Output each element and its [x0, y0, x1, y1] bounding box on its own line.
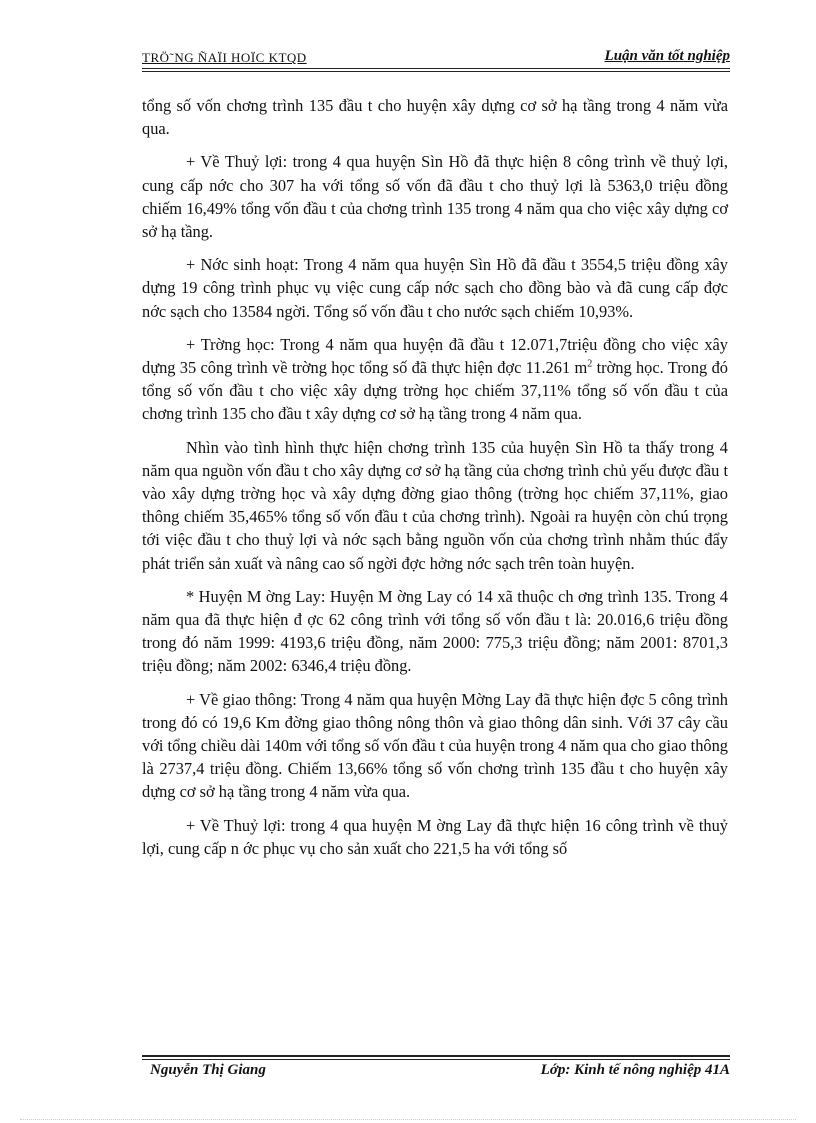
paragraph-4 [142, 333, 728, 426]
page-footer [142, 1062, 730, 1082]
footer-rule-2 [142, 1059, 730, 1060]
superscript-2: 2 [587, 358, 593, 370]
paragraph-8: + Về Thuỷ lợi: trong 4 qua huyện M ờng Lay đã thực hiện 16 công trình về thuỷ lợi, cung cấp n ớc phục vụ cho sản xuất cho 221,5 ha với tổng số [142, 815, 728, 858]
paragraph-4-post: trờng học. Trong đó tổng số vốn đầu t cho việc xây dựng trờng học chiếm 37,11% tổng số vốn đầu t của chơng trình 135 cho đầu t xây dựng cơ sở hạ tầng trong 4 năm qua. [142, 358, 728, 424]
paragraph-6: * Huyện M ờng Lay: Huyện M ờng Lay có 14 xã thuộc ch ơng trình 135. Trong 4 năm qua đã thực hiện đ ợc 62 công trình với tổng số vốn đầu t là: 20.016,6 triệu đồng trong đó năm 1999: 4193,6 triệu đồng, năm 2000: 775,3 triệu đồng; năm 2001: 8701,3 triệu đồng; năm 2002: 6346,4 triệu đồng. [142, 586, 728, 676]
header-rule [142, 68, 730, 69]
document-body [142, 94, 728, 870]
header-school: TRÖ˜NG ÑAÏI HOÏC KTQD [142, 50, 307, 65]
footer-author: Nguyễn Thị Giang [150, 1062, 266, 1078]
paragraph-3: + Nớc sinh hoạt: Trong 4 năm qua huyện Sìn Hồ đã đầu t 3554,5 triệu đồng xây dựng 19 công trình phục vụ việc cung cấp nớc sạch cho đồng bào và đã cung cấp đợc nớc sạch cho 13584 ngời. Tổng số vốn đầu t cho nước sạch chiếm 10,93%. [142, 255, 728, 321]
paragraph-4-pre: + Trờng học: Trong 4 năm qua huyện đã đầu t 12.071,7triệu đồng cho việc xây dựng 35 công trình về trờng học tổng số đã thực hiện đợc 11.261 m [142, 334, 728, 378]
paragraph-5: Nhìn vào tình hình thực hiện chơng trình 135 của huyện Sìn Hồ ta thấy trong 4 năm qua nguồn vốn đầu t cho xây dựng cơ sở hạ tầng của chơng trình chủ yếu được đầu t vào xây dựng trờng học và xây dựng đờng giao thông (trờng học chiếm 37,11%, giao thông chiếm 35,465% tổng số vốn đầu t của chơng trình). Ngoài ra huyện còn chú trọng tới việc đầu t cho thuỷ lợi và nớc sạch bằng nguồn vốn của chơng trình nhằm thúc đẩy phát triển sản xuất và nâng cao số ngời đợc hởng nớc sạch trên toàn huyện. [142, 437, 728, 573]
paragraph-2: + Về Thuỷ lợi: trong 4 qua huyện Sìn Hồ đã thực hiện 8 công trình về thuỷ lợi, cung cấp nớc cho 307 ha với tổng số vốn đã đầu t cho thuỷ lợi là 5363,0 triệu đồng chiếm 16,49% tổng vốn đầu t của chơng trình 135 trong 4 năm qua cho việc xây dựng cơ sở hạ tầng. [142, 152, 728, 242]
paragraph-7: + Về giao thông: Trong 4 năm qua huyện Mờng Lay đã thực hiện đợc 5 công trình trong đó có 19,6 Km đờng giao thông nông thôn và giao thông dân sinh. Với 37 cây cầu với tổng chiều dài 140m với tổng số vốn đầu t của huyện trong 4 năm qua cho giao thông là 2737,4 triệu đồng. Chiếm 13,66% tổng số vốn chơng trình 135 đầu t cho huyện xây dựng cơ sở hạ tầng trong 4 năm vừa qua. [142, 689, 728, 802]
page-header [142, 50, 730, 68]
footer-rule [142, 1055, 730, 1057]
paragraph-1: tổng số vốn chơng trình 135 đầu t cho huyện xây dựng cơ sở hạ tầng trong 4 năm vừa qua. [142, 96, 728, 139]
footer-class: Lớp: Kinh tế nông nghiệp 41A [540, 1062, 730, 1078]
page-bottom-dotted-line [20, 1119, 796, 1120]
header-rule-2 [142, 71, 730, 72]
header-thesis-title: Luận văn tốt nghiệp [604, 48, 730, 64]
